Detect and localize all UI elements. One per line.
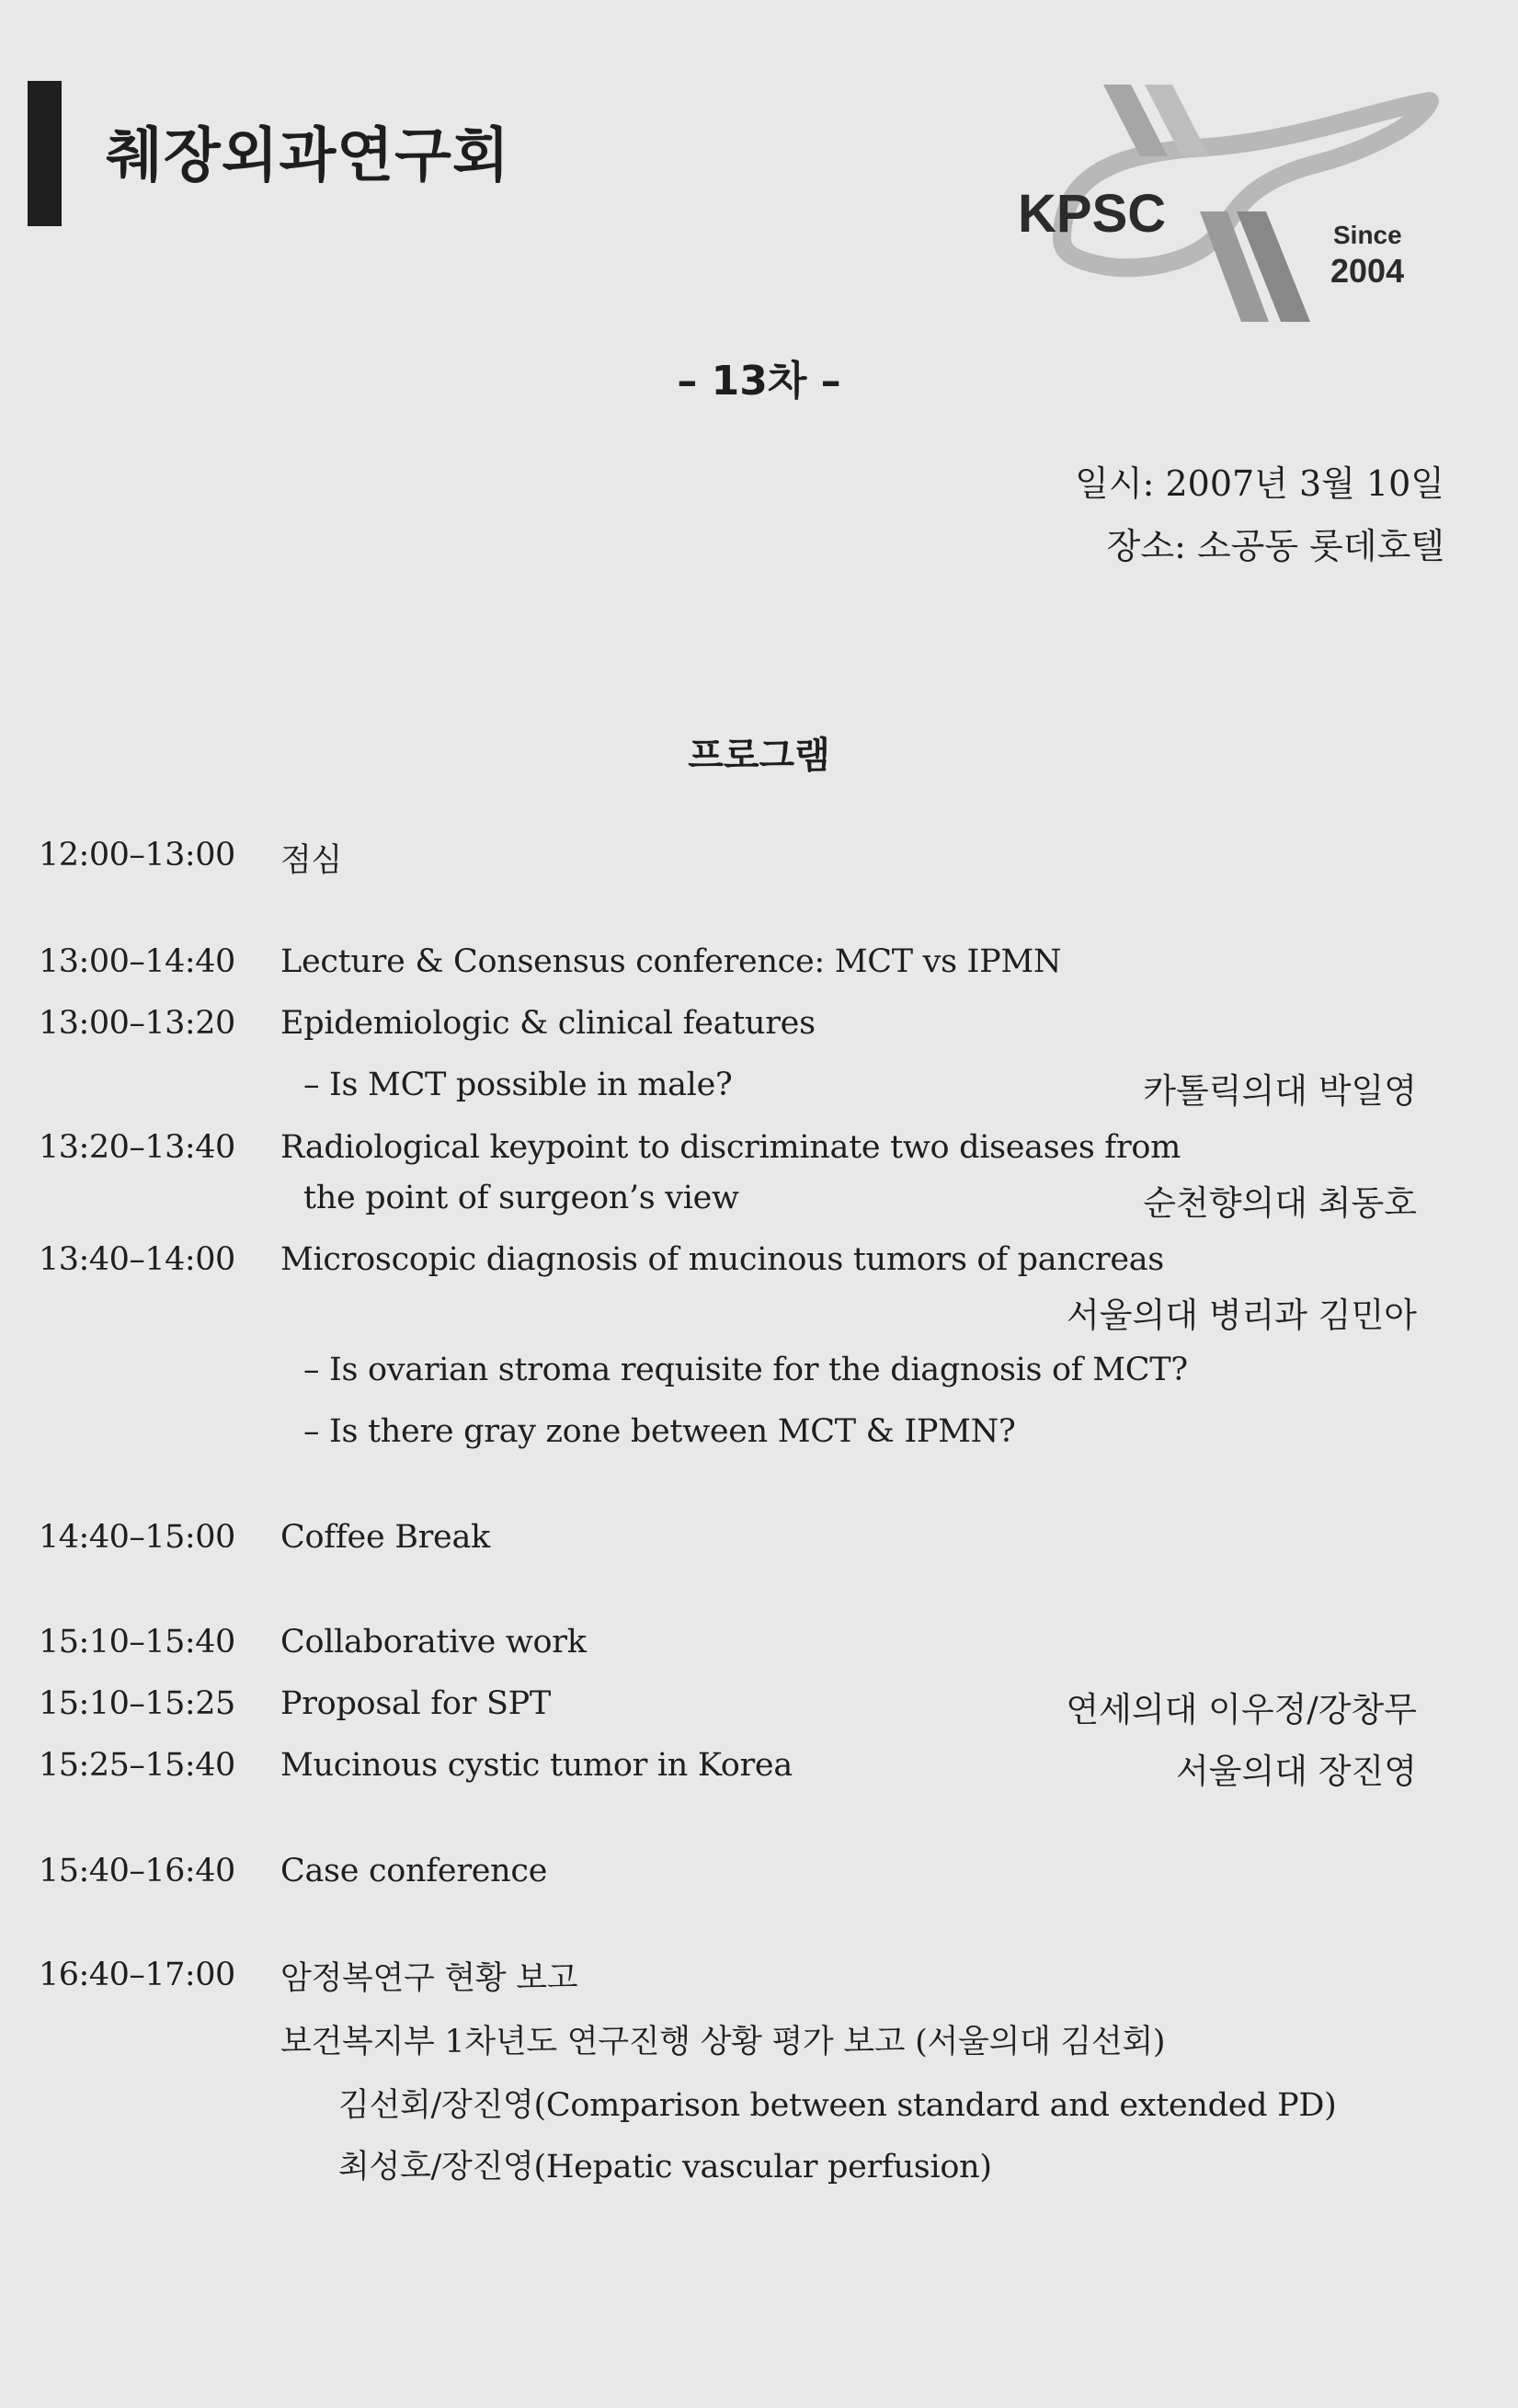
program-time: 15:25–15:40 (39, 1747, 235, 1784)
program-time: 16:40–17:00 (39, 1957, 235, 1993)
program-subtopic: – Is MCT possible in male? (303, 1067, 733, 1103)
header-bar (28, 81, 62, 226)
session-number: – 13차 – (677, 358, 841, 405)
program-time: 13:20–13:40 (39, 1129, 235, 1166)
program-speaker: 서울의대 장진영 (1176, 1752, 1417, 1791)
org-title: 췌장외과연구회 (106, 122, 510, 190)
program-speaker: 순천향의대 최동호 (1143, 1183, 1417, 1223)
program-title: Epidemiologic & clinical features (280, 1005, 816, 1042)
program-speaker: 카톨릭의대 박일영 (1143, 1071, 1417, 1111)
program-speaker: 서울의대 병리과 김민아 (1067, 1295, 1417, 1335)
program-heading: 프로그램 (688, 735, 830, 777)
program-title: Coffee Break (280, 1519, 490, 1556)
program-time: 15:40–16:40 (39, 1853, 235, 1889)
program-speaker: 연세의대 이우정/강창무 (1066, 1690, 1417, 1729)
program-title: 암정복연구 현황 보고 (280, 1960, 578, 1997)
program-title: 점심 (280, 842, 343, 879)
event-place: 장소: 소공동 롯데호텔 (1106, 526, 1444, 566)
logo-text: KPSC (1018, 184, 1167, 244)
program-time: 13:40–14:00 (39, 1241, 235, 1278)
program-title: Proposal for SPT (280, 1685, 551, 1722)
program-title: Lecture & Consensus conference: MCT vs IPMN (280, 943, 1062, 980)
program-title: Mucinous cystic tumor in Korea (280, 1747, 793, 1784)
program-time: 12:00–13:00 (39, 837, 235, 873)
program-title: Collaborative work (280, 1624, 587, 1660)
kpsc-logo (1007, 74, 1448, 331)
program-time: 15:10–15:25 (39, 1685, 235, 1722)
event-date: 일시: 2007년 3월 10일 (1075, 463, 1444, 504)
program-title: Radiological keypoint to discriminate two diseases from (280, 1129, 1181, 1166)
program-time: 14:40–15:00 (39, 1519, 235, 1556)
program-time: 13:00–14:40 (39, 943, 235, 980)
program-subtopic: – Is ovarian stroma requisite for the diagnosis of MCT? (303, 1352, 1188, 1388)
program-time: 15:10–15:40 (39, 1624, 235, 1660)
program-report-line: 보건복지부 1차년도 연구진행 상황 평가 보고 (서울의대 김선회) (280, 2024, 1166, 2060)
program-title: Case conference (280, 1853, 548, 1889)
program-report-item: 최성호/장진영(Hepatic vascular perfusion) (338, 2149, 992, 2185)
logo-since-label: Since (1333, 221, 1402, 249)
logo-since-year: 2004 (1330, 252, 1405, 290)
program-title: Microscopic diagnosis of mucinous tumors of pancreas (280, 1241, 1164, 1278)
program-report-item: 김선회/장진영(Comparison between standard and extended PD) (338, 2087, 1337, 2124)
program-title-continued: the point of surgeon’s view (303, 1180, 739, 1216)
program-subtopic: – Is there gray zone between MCT & IPMN? (303, 1413, 1016, 1450)
program-time: 13:00–13:20 (39, 1005, 235, 1042)
